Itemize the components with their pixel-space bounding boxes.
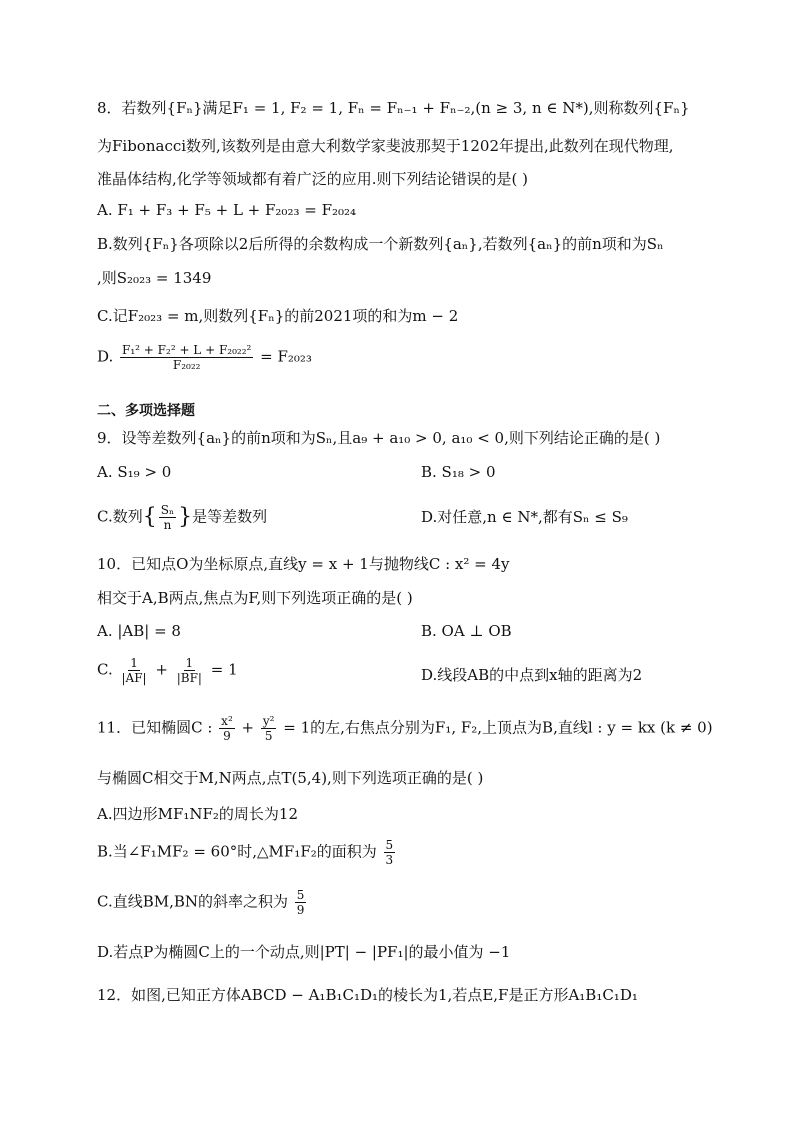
p11-option-c-fraction (295, 888, 307, 917)
p9-stem: 9．设等差数列{aₙ}的前n项和为Sₙ,且a₉ + a₁₀ > 0, a₁₀ < 0,则下列结论正确的是( ) (97, 429, 661, 447)
p11-option-b-denominator: 3 (385, 853, 394, 867)
p8-option-d-denominator: F₂₀₂₂ (172, 358, 201, 372)
p9-option-d: D.对任意,n ∈ N*,都有Sₙ ≤ S₉ (421, 508, 628, 526)
p9-option-a: A. S₁₉ > 0 (97, 463, 172, 481)
p11-option-a: A.四边形MF₁NF₂的周长为12 (97, 805, 299, 823)
p8-option-d-fraction (120, 343, 253, 372)
p11-option-c-prefix: C.直线BM,BN的斜率之积为 (97, 892, 289, 911)
p11-option-b-prefix: B.当∠F₁MF₂ = 60°时,△MF₁F₂的面积为 (97, 842, 377, 861)
p8-option-d-numerator: F₁² + F₂² + L + F₂₀₂₂² (122, 343, 252, 357)
p8-option-b-line1: B.数列{Fₙ}各项除以2后所得的余数构成一个新数列{aₙ},若数列{aₙ}的前n项和为Sₙ (97, 235, 664, 253)
p9-option-c-denominator: n (163, 518, 172, 532)
p10-option-c-f2-numerator: 1 (185, 656, 194, 670)
p9-option-c-numerator: Sₙ (160, 503, 175, 517)
p11-fraction-y (261, 714, 277, 743)
p9-option-c-prefix: C.数列 (97, 507, 143, 526)
p9-option-c: C.数列{ $\frac{\text{Sₙ}}{n}$ }是等差数列 (97, 503, 268, 532)
p10-line1: 10．已知点O为坐标原点,直线y = x + 1与抛物线C : x² = 4y (97, 555, 510, 573)
p8-option-d-suffix: = F₂₀₂₃ (260, 347, 312, 366)
p10-option-d: D.线段AB的中点到x轴的距离为2 (421, 666, 643, 684)
p11-option-c-numerator: 5 (296, 888, 305, 902)
p10-option-c-f1-numerator: 1 (130, 656, 138, 670)
p11-option-b (97, 838, 397, 867)
p9-option-b: B. S₁₈ > 0 (421, 463, 496, 481)
p11-fraction-y-numerator: y² (262, 714, 275, 728)
p10-option-c-prefix: C. (97, 660, 113, 679)
p8-option-b-line2: ,则S₂₀₂₃ = 1349 (97, 269, 212, 287)
p10-option-a: A. |AB| = 8 (97, 622, 181, 640)
section-title: 二、多项选择题 (97, 403, 195, 419)
p8-option-a: A. F₁ + F₃ + F₅ + L + F₂₀₂₃ = F₂₀₂₄ (97, 201, 357, 219)
p9-option-c-fraction (159, 503, 176, 532)
p11-line2: 与椭圆C相交于M,N两点,点T(5,4),则下列选项正确的是( ) (97, 769, 484, 787)
p8-option-c: C.记F₂₀₂₃ = m,则数列{Fₙ}的前2021项的和为m − 2 (97, 307, 459, 325)
p11-option-b-numerator: 5 (385, 838, 394, 852)
p8-option-d-prefix: D. (97, 347, 114, 366)
p11-option-c (97, 888, 308, 917)
p10-option-c (97, 656, 238, 685)
p11-fraction-y-denominator: 5 (264, 729, 273, 743)
p11-fraction-x-denominator: 9 (223, 729, 231, 743)
p11-option-c-denominator: 9 (296, 903, 305, 917)
p10-line2: 相交于A,B两点,焦点为F,则下列选项正确的是( ) (97, 589, 413, 607)
p8-line3: 准晶体结构,化学等领域都有着广泛的应用.则下列结论错误的是( ) (97, 170, 529, 188)
p10-option-c-plus: + (155, 660, 168, 679)
p10-option-c-suffix: = 1 (210, 660, 238, 679)
p10-option-c-f1-denominator: |AF| (121, 671, 147, 685)
p8-line2: 为Fibonacci数列,该数列是由意大利数学家斐波那契于1202年提出,此数列在现代物理, (97, 137, 674, 155)
p11-line1 (97, 714, 713, 743)
p10-option-c-fraction-1 (120, 656, 149, 685)
p11-line1-prefix: 11．已知椭圆C : (97, 718, 213, 737)
p11-fraction-x (219, 714, 235, 743)
p10-option-c-fraction-2 (175, 656, 204, 685)
p9-option-c-suffix: 是等差数列 (192, 507, 268, 526)
p10-option-c-f2-denominator: |BF| (176, 671, 202, 685)
p12-line1: 12．如图,已知正方体ABCD − A₁B₁C₁D₁的棱长为1,若点E,F是正方形A₁B₁C₁D₁ (97, 986, 638, 1004)
p11-fraction-x-numerator: x² (221, 714, 233, 728)
p11-line1-suffix: = 1的左,右焦点分别为F₁, F₂,上顶点为B,直线l : y = kx (k ≠ 0) (283, 718, 713, 737)
p10-option-b: B. OA ⊥ OB (421, 622, 512, 640)
p11-line1-plus: + (241, 718, 255, 737)
p8-option-d (97, 343, 312, 372)
p8-line1: 8．若数列{Fₙ}满足F₁ = 1, F₂ = 1, Fₙ = Fₙ₋₁ + Fₙ₋₂,(n ≥ 3, n ∈ N*),则称数列{Fₙ} (97, 99, 690, 117)
p11-option-b-fraction (384, 838, 396, 867)
p11-option-d: D.若点P为椭圆C上的一个动点,则|PT| − |PF₁|的最小值为 −1 (97, 943, 511, 961)
